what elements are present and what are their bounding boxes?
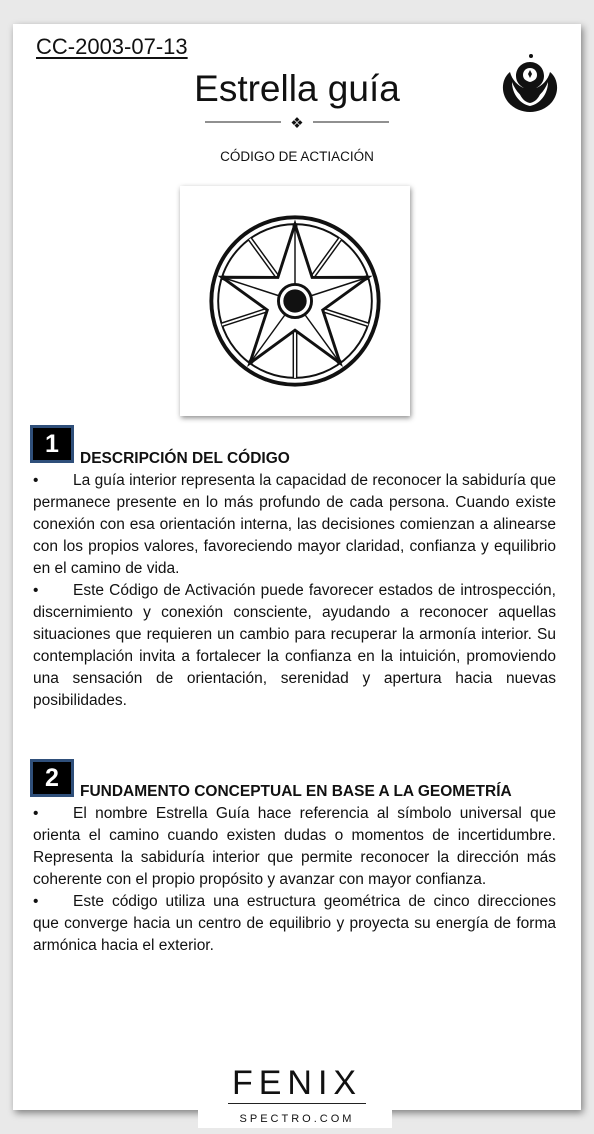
- phoenix-logo-icon: [498, 52, 562, 116]
- title-divider: [205, 114, 389, 134]
- bullet-icon: •: [33, 472, 39, 489]
- paragraph: • El nombre Estrella Guía hace referencia al símbolo universal que orienta el camino cuando existen dudas o momentos de incertidumbre. Representa la sabiduría interior que permite reconocer la dirección más coherente con el propio propósito y avanzar con mayor confianza.: [33, 805, 556, 888]
- five-point-star-wheel-symbol-icon: [188, 194, 402, 408]
- section-number-badge: 1: [30, 425, 74, 463]
- section-title: DESCRIPCIÓN DEL CÓDIGO: [80, 450, 290, 467]
- section-body: [33, 470, 556, 712]
- bullet-icon: •: [33, 893, 39, 910]
- brand-site: SPECTRO.COM: [239, 1113, 355, 1125]
- section-title: FUNDAMENTO CONCEPTUAL EN BASE A LA GEOMETRÍA: [80, 783, 512, 800]
- section-body: [33, 803, 556, 957]
- activation-symbol-frame: [180, 186, 410, 416]
- brand-divider: [228, 1103, 366, 1104]
- code-id: CC-2003-07-13: [36, 34, 188, 59]
- page-subtitle: CÓDIGO DE ACTIACIÓN: [220, 149, 374, 164]
- brand-name: FENIX: [231, 1064, 363, 1102]
- paragraph: • Este Código de Activación puede favorecer estados de introspección, discernimiento y conexión consciente, ayudando a reconocer aquellas situaciones que requieren un cambio para recuperar la armonía interior. Su contemplación invita a fortalecer la confianza en la intuición, promoviendo una sensación de orientación, serenidad y apertura hacia nuevas posibilidades.: [33, 582, 556, 709]
- page-title: Estrella guía: [194, 68, 400, 109]
- divider-ornament-icon: ❖: [290, 114, 304, 132]
- paragraph: • La guía interior representa la capacidad de reconocer la sabiduría que permanece presente en lo más profundo de cada persona. Cuando existe conexión con esa orientación interna, las decisiones comienzan a alinearse con los propios valores, favoreciendo mayor claridad, confianza y equilibrio en el camino de vida.: [33, 472, 556, 577]
- section-number-badge: 2: [30, 759, 74, 797]
- paragraph: • Este código utiliza una estructura geométrica de cinco direcciones que converge hacia un centro de equilibrio y proyecta su energía de forma armónica hacia el exterior.: [33, 893, 556, 954]
- bullet-icon: •: [33, 582, 39, 599]
- bullet-icon: •: [33, 805, 39, 822]
